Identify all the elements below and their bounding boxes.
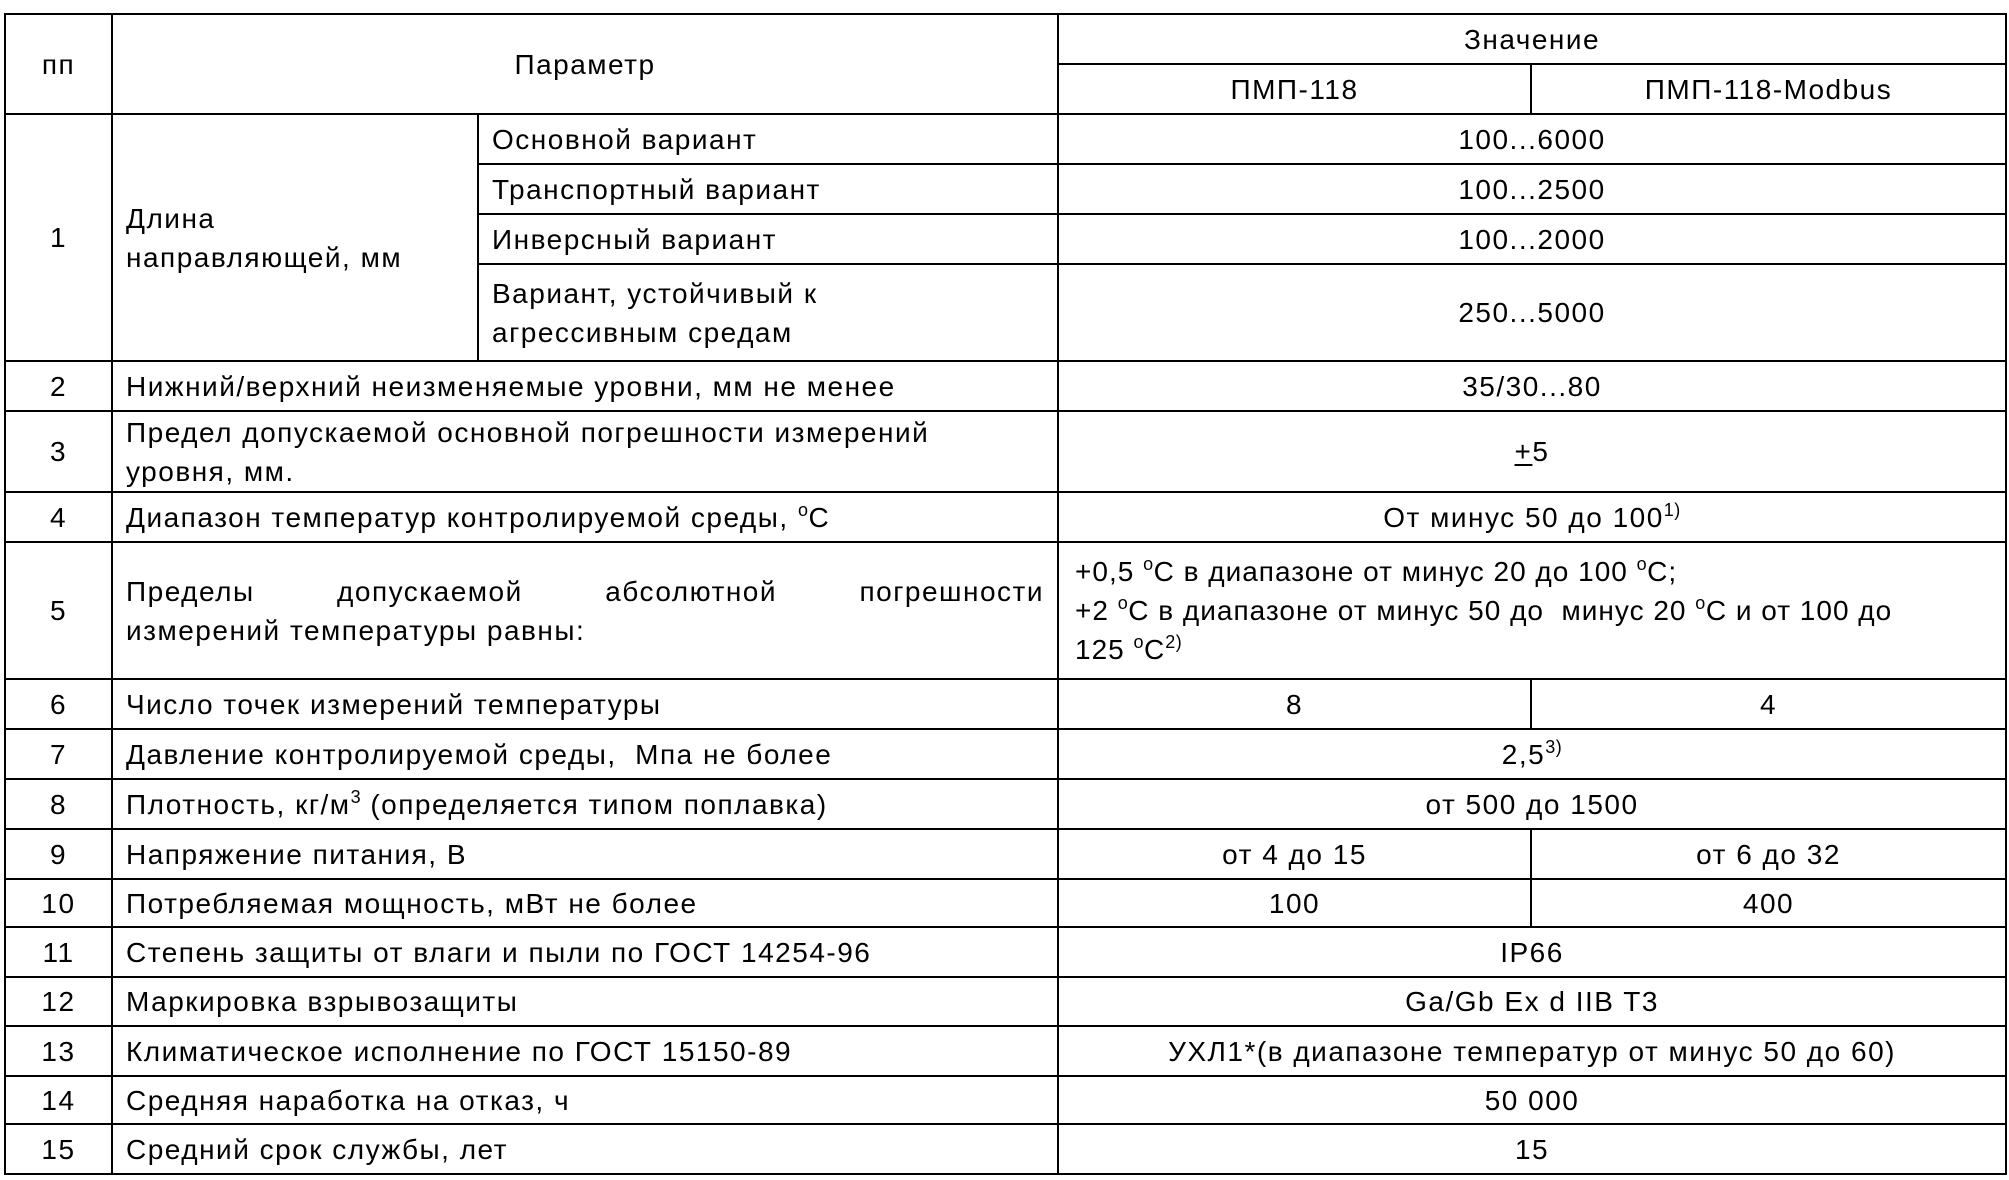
row-parameter-cell bbox=[112, 927, 1058, 977]
table-row bbox=[5, 829, 2006, 879]
row-number-cell bbox=[5, 1124, 112, 1174]
row-parameter-cell bbox=[112, 1026, 1058, 1076]
row-parameter: Нижний/верхний неизменяемые уровни, мм не менее bbox=[126, 370, 896, 402]
row-number: 9 bbox=[49, 838, 68, 870]
row-number: 13 bbox=[41, 1035, 76, 1067]
table-row bbox=[5, 1076, 2006, 1124]
table-row bbox=[5, 779, 2006, 829]
row-number: 14 bbox=[41, 1084, 76, 1116]
degree-superscript: o bbox=[1117, 593, 1129, 613]
row-number-cell bbox=[5, 492, 112, 542]
row-parameter: Напряжение питания, В bbox=[126, 838, 468, 870]
table-row bbox=[5, 361, 2006, 411]
row-parameter-cell bbox=[112, 114, 478, 361]
row-number: 15 bbox=[41, 1133, 76, 1165]
row-value-line bbox=[1075, 552, 1992, 591]
row-value: 4 bbox=[1759, 688, 1778, 720]
row-parameter: Степень защиты от влаги и пыли по ГОСТ 14254-96 bbox=[126, 936, 872, 968]
table-row bbox=[5, 114, 2006, 164]
variant-name-cell bbox=[478, 164, 1058, 214]
header-value-label: Значение bbox=[1463, 23, 1601, 55]
row-value-cell bbox=[1058, 977, 2006, 1026]
degree-superscript: o bbox=[1133, 632, 1145, 652]
row-number: 5 bbox=[49, 595, 68, 626]
value-text: +0,5 bbox=[1075, 556, 1144, 587]
header-col-pmp-118 bbox=[1058, 64, 1531, 114]
row-number-cell bbox=[5, 542, 112, 679]
row-number: 2 bbox=[49, 370, 68, 402]
row-parameter-line: направляющей, мм bbox=[126, 241, 403, 273]
row-value: 400 bbox=[1742, 887, 1795, 919]
row-value: 2,5 bbox=[1501, 738, 1546, 770]
row-value-cell bbox=[1058, 779, 2006, 829]
row-value: 15 bbox=[1514, 1133, 1550, 1165]
table-row bbox=[5, 492, 2006, 542]
header-number-cell bbox=[5, 14, 112, 114]
variant-name: агрессивным средам bbox=[492, 316, 793, 348]
variant-name-cell bbox=[478, 264, 1058, 361]
footnote-marker: 2) bbox=[1165, 632, 1183, 652]
row-value: 100...2500 bbox=[1458, 173, 1606, 205]
row-number: 4 bbox=[49, 501, 68, 533]
row-parameter-cell bbox=[112, 729, 1058, 779]
row-parameter-cell bbox=[112, 679, 1058, 729]
row-value-cell bbox=[1058, 927, 2006, 977]
row-number: 6 bbox=[49, 688, 68, 720]
variant-name-cell bbox=[478, 214, 1058, 264]
row-value: 100...2000 bbox=[1458, 223, 1606, 255]
row-value-pmp-118-cell bbox=[1058, 879, 1531, 927]
table-row bbox=[5, 927, 2006, 977]
row-number-cell bbox=[5, 927, 112, 977]
row-value: от 4 до 15 bbox=[1222, 838, 1367, 870]
value-text: C в диапазоне от минус 50 до минус 20 bbox=[1128, 595, 1696, 626]
row-parameter-cell bbox=[112, 977, 1058, 1026]
row-value: УХЛ1*(в диапазоне температур от минус 50 до 60) bbox=[1168, 1035, 1896, 1067]
row-parameter-cell bbox=[112, 411, 1058, 492]
header-row bbox=[5, 14, 2006, 64]
row-value: 35/30...80 bbox=[1462, 370, 1602, 402]
row-value-line bbox=[1075, 591, 1992, 630]
degree-superscript: o bbox=[797, 499, 809, 520]
row-parameter-tail: C bbox=[808, 501, 831, 533]
table-row bbox=[5, 1124, 2006, 1174]
variant-name: Инверсный вариант bbox=[492, 223, 778, 255]
row-value-cell bbox=[1058, 492, 2006, 542]
row-value-pmp-118-cell bbox=[1058, 679, 1531, 729]
header-value-cell bbox=[1058, 14, 2006, 64]
row-value-pmp-118-modbus-cell bbox=[1531, 879, 2006, 927]
row-number-cell bbox=[5, 114, 112, 361]
row-number: 11 bbox=[42, 936, 75, 968]
row-number: 10 bbox=[41, 887, 76, 919]
table-row bbox=[5, 679, 2006, 729]
row-number-cell bbox=[5, 1026, 112, 1076]
row-number: 3 bbox=[49, 436, 68, 467]
row-value: IP66 bbox=[1500, 936, 1564, 968]
row-value: 8 bbox=[1285, 688, 1304, 720]
row-value: 50 000 bbox=[1484, 1084, 1580, 1116]
header-col-pmp-118-modbus bbox=[1531, 64, 2006, 114]
plus-minus-sign: + bbox=[1514, 436, 1533, 467]
row-value-cell bbox=[1058, 1026, 2006, 1076]
row-parameter-cell bbox=[112, 361, 1058, 411]
row-value-cell bbox=[1058, 264, 2006, 361]
row-value: 100 bbox=[1268, 887, 1321, 919]
value-text: C и от 100 до bbox=[1705, 595, 1893, 626]
value-text: +2 bbox=[1075, 595, 1118, 626]
row-number-cell bbox=[5, 729, 112, 779]
table-row bbox=[5, 542, 2006, 679]
row-value-cell bbox=[1058, 729, 2006, 779]
row-value: 250...5000 bbox=[1458, 297, 1606, 328]
table-row bbox=[5, 977, 2006, 1026]
row-value-cell bbox=[1058, 214, 2006, 264]
variant-name: Основной вариант bbox=[492, 123, 758, 155]
variant-name: Вариант, устойчивый к bbox=[492, 277, 818, 309]
variant-name: Транспортный вариант bbox=[492, 173, 821, 205]
row-value-cell bbox=[1058, 361, 2006, 411]
value-text: C bbox=[1144, 634, 1166, 665]
value-text: 125 bbox=[1075, 634, 1134, 665]
row-parameter-line: Пределы допускаемой абсолютной погрешности bbox=[126, 575, 1045, 607]
row-number: 7 bbox=[49, 738, 68, 770]
row-value: 100...6000 bbox=[1458, 123, 1606, 155]
row-value: от 6 до 32 bbox=[1696, 838, 1841, 870]
row-number-cell bbox=[5, 779, 112, 829]
row-parameter: Диапазон температур контролируемой среды, bbox=[126, 501, 798, 533]
spec-table bbox=[4, 13, 2007, 1175]
row-value: От минус 50 до 100 bbox=[1383, 501, 1664, 533]
row-value-cell bbox=[1058, 411, 2006, 492]
row-number-cell bbox=[5, 361, 112, 411]
row-number-cell bbox=[5, 977, 112, 1026]
header-parameter-label: Параметр bbox=[514, 48, 656, 80]
row-value-cell bbox=[1058, 1076, 2006, 1124]
row-parameter-cell bbox=[112, 492, 1058, 542]
row-value: 5 bbox=[1532, 436, 1550, 467]
row-value-pmp-118-modbus-cell bbox=[1531, 829, 2006, 879]
value-text: C; bbox=[1647, 556, 1678, 587]
header-parameter-cell bbox=[112, 14, 1058, 114]
row-parameter-tail: (определяется типом поплавка) bbox=[361, 788, 828, 820]
footnote-marker: 1) bbox=[1663, 499, 1681, 520]
table-row bbox=[5, 1026, 2006, 1076]
row-parameter-cell bbox=[112, 779, 1058, 829]
row-parameter: Плотность, кг/м bbox=[126, 788, 351, 820]
row-parameter: Потребляемая мощность, мВт не более bbox=[126, 887, 698, 919]
value-text: C в диапазоне от минус 20 до 100 bbox=[1153, 556, 1637, 587]
row-number: 12 bbox=[41, 986, 76, 1017]
degree-superscript: o bbox=[1143, 554, 1154, 574]
row-value-cell bbox=[1058, 542, 2006, 679]
row-number-cell bbox=[5, 879, 112, 927]
row-parameter: Средняя наработка на отказ, ч bbox=[126, 1084, 571, 1116]
row-parameter-line: Предел допускаемой основной погрешности измерений bbox=[126, 416, 930, 448]
header-col-pmp-118-label: ПМП-118 bbox=[1230, 73, 1359, 105]
row-parameter: Средний срок службы, лет bbox=[126, 1133, 509, 1165]
row-value-cell bbox=[1058, 1124, 2006, 1174]
row-number: 8 bbox=[49, 788, 68, 820]
row-parameter-line: Длина bbox=[126, 202, 216, 234]
row-parameter-line: измерений температуры равны: bbox=[126, 614, 586, 646]
row-value-line bbox=[1075, 630, 1992, 669]
row-number-cell bbox=[5, 829, 112, 879]
row-value: Ga/Gb Ex d IIB T3 bbox=[1405, 986, 1659, 1017]
variant-name-cell bbox=[478, 114, 1058, 164]
row-number-cell bbox=[5, 679, 112, 729]
row-parameter-cell bbox=[112, 542, 1058, 679]
degree-superscript: o bbox=[1695, 593, 1706, 613]
table-row bbox=[5, 729, 2006, 779]
row-parameter-line: уровня, мм. bbox=[126, 455, 295, 487]
header-col-pmp-118-modbus-label: ПМП-118-Modbus bbox=[1644, 73, 1893, 105]
table-row bbox=[5, 411, 2006, 492]
row-number-cell bbox=[5, 411, 112, 492]
row-parameter-cell bbox=[112, 1124, 1058, 1174]
table-row bbox=[5, 879, 2006, 927]
row-value-pmp-118-modbus-cell bbox=[1531, 679, 2006, 729]
row-number: 1 bbox=[49, 222, 68, 253]
degree-superscript: o bbox=[1636, 554, 1648, 574]
row-parameter-cell bbox=[112, 879, 1058, 927]
row-parameter: Климатическое исполнение по ГОСТ 15150-89 bbox=[126, 1035, 793, 1067]
row-parameter-cell bbox=[112, 1076, 1058, 1124]
row-parameter-cell bbox=[112, 829, 1058, 879]
row-parameter: Давление контролируемой среды, Мпа не более bbox=[126, 738, 833, 770]
cubic-superscript: 3 bbox=[350, 786, 362, 807]
footnote-marker: 3) bbox=[1545, 736, 1563, 757]
row-value: от 500 до 1500 bbox=[1425, 788, 1639, 820]
row-parameter: Число точек измерений температуры bbox=[126, 688, 662, 720]
row-number-cell bbox=[5, 1076, 112, 1124]
row-value-cell bbox=[1058, 164, 2006, 214]
header-number-label: пп bbox=[41, 48, 76, 80]
row-value-cell bbox=[1058, 114, 2006, 164]
row-parameter: Маркировка взрывозащиты bbox=[126, 986, 519, 1017]
row-value-pmp-118-cell bbox=[1058, 829, 1531, 879]
